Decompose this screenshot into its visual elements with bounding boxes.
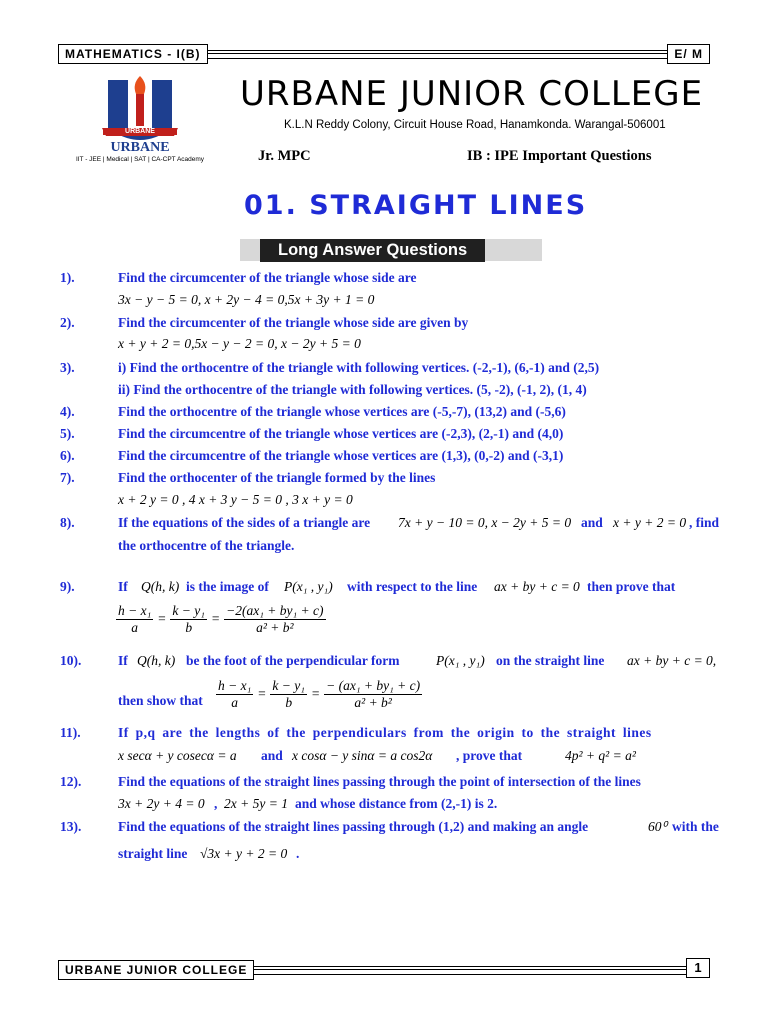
- page-number: 1: [686, 958, 710, 978]
- question-text: Find the circumcentre of the triangle whose vertices are (1,3), (0,-2) and (-3,1): [118, 448, 564, 463]
- question-text: Find the circumcenter of the triangle whose side are: [118, 270, 417, 285]
- fraction: $\frac{\text{k − y₁}}{b}$: [272, 678, 305, 710]
- medium-label: E/ M: [667, 44, 710, 64]
- question-math: ax + by + c = 0,: [627, 653, 717, 668]
- question-math: √3x + y + 2 = 0: [200, 846, 288, 861]
- question-text: Find the equations of the straight lines passing through the point of intersection of the lines: [118, 774, 641, 789]
- question-number: 10).: [60, 653, 82, 668]
- fraction: $\frac{\text{h − x₁}}{a}$: [118, 603, 152, 635]
- question-text: straight line: [118, 846, 188, 861]
- question-text: .: [296, 846, 300, 861]
- question-text: then show that: [118, 693, 203, 708]
- fraction: $\frac{\text{− (ax₁ + by₁ + c)}}{\text{a² + b²}}$: [326, 678, 421, 710]
- question-text: Find the circumcenter of the triangle whose side are given by: [118, 315, 469, 330]
- question-math: x + y + 2 = 0,5x − y − 2 = 0, x − 2y + 5 = 0: [118, 336, 361, 351]
- question-math: 7x + y − 10 = 0, x − 2y + 5 = 0: [398, 515, 572, 530]
- question-math: ax + by + c = 0: [494, 579, 580, 594]
- question-number: 11).: [60, 725, 81, 740]
- question-number: 8).: [60, 515, 75, 530]
- question-text: Find the circumcentre of the triangle whose vertices are (-2,3), (2,-1) and (4,0): [118, 426, 564, 441]
- question-text: with respect to the line: [347, 579, 478, 594]
- question-text: Find the orthocenter of the triangle formed by the lines: [118, 470, 436, 485]
- question-equation: $\frac{\text{h − x₁}}{a}$ = $\frac{\text{k − y₁}}{b}$ = $\frac{\text{− (ax₁ + by₁ + c)}}{\text{a² + b²}}$: [218, 678, 421, 710]
- question-number: 4).: [60, 404, 75, 419]
- question-text-part2: the orthocentre of the triangle.: [118, 538, 295, 553]
- question-math: P(x₁ , y₁): [436, 653, 485, 668]
- logo-tagline: IIT - JEE | Medical | SAT | CA-CPT Academy: [75, 156, 205, 163]
- question-text: Find the equations of the straight lines passing through (1,2) and making an angle: [118, 819, 589, 834]
- question-text: is the image of: [186, 579, 269, 594]
- question-text-part2: ii) Find the orthocentre of the triangle with following vertices. (5, -2), (-1, 2), (1, 4): [118, 382, 587, 397]
- section-label-band: [240, 239, 542, 261]
- question-text: If p,q are the lengths of the perpendiculars from the origin to the straight lines: [118, 725, 652, 740]
- topic-title: 01. STRAIGHT LINES: [244, 190, 588, 221]
- question-text: then prove that: [587, 579, 676, 594]
- question-text: with the: [672, 819, 719, 834]
- question-text-mid: and: [581, 515, 603, 530]
- question-math: 4p² + q² = a²: [565, 748, 636, 763]
- question-math: x + 2 y = 0 , 4 x + 3 y − 5 = 0 , 3 x + y = 0: [118, 492, 353, 507]
- question-equation: $\frac{\text{h − x₁}}{a}$ = $\frac{\text{k − y₁}}{b}$ = $\frac{\text{−2(ax₁ + by₁ + c)}}{\text{a² + b²}}$: [118, 603, 324, 635]
- question-text: If the equations of the sides of a triangle are: [118, 515, 371, 530]
- logo-banner: URBANE: [103, 128, 177, 135]
- footer-college: URBANE JUNIOR COLLEGE: [58, 960, 254, 980]
- fraction: $\frac{\text{−2(ax₁ + by₁ + c)}}{\text{a² + b²}}$: [226, 603, 324, 635]
- question-math: x cosα − y sinα = a cos2α: [292, 748, 433, 763]
- question-number: 2).: [60, 315, 75, 330]
- question-math-2: x + y + 2 = 0: [613, 515, 687, 530]
- question-text: , prove that: [456, 748, 523, 763]
- question-math: 2x + 5y = 1: [224, 796, 288, 811]
- fraction: $\frac{\text{k − y₁}}{b}$: [172, 603, 205, 635]
- question-text: and whose distance from (2,-1) is 2.: [295, 796, 498, 811]
- question-math: x secα + y cosecα = a: [118, 748, 237, 763]
- question-text: i) Find the orthocentre of the triangle with following vertices. (-2,-1), (6,-1) and (2,5): [118, 360, 600, 375]
- question-math: Q(h, k): [137, 653, 176, 668]
- question-number: 12).: [60, 774, 82, 789]
- question-text: ,: [214, 796, 218, 811]
- question-text: be the foot of the perpendicular form: [186, 653, 400, 668]
- question-math: 3x + 2y + 4 = 0: [118, 796, 205, 811]
- question-text: Find the orthocentre of the triangle whose vertices are (-5,-7), (13,2) and (-5,6): [118, 404, 566, 419]
- question-text: on the straight line: [496, 653, 605, 668]
- fraction: $\frac{\text{h − x₁}}{a}$: [218, 678, 252, 710]
- question-number: 1).: [60, 270, 75, 285]
- question-number: 5).: [60, 426, 75, 441]
- college-address: K.L.N Reddy Colony, Circuit House Road, Hanamkonda. Warangal-506001: [284, 119, 666, 131]
- question-number: 13).: [60, 819, 82, 834]
- question-math: P(x₁ , y₁): [284, 579, 333, 594]
- section-label: Long Answer Questions: [260, 239, 485, 262]
- college-title: URBANE JUNIOR COLLEGE: [240, 74, 704, 114]
- question-number: 3).: [60, 360, 75, 375]
- question-number: 6).: [60, 448, 75, 463]
- class-label: Jr. MPC: [258, 148, 311, 164]
- question-text: and: [261, 748, 283, 763]
- question-text-end: , find: [689, 515, 720, 530]
- question-math: 60⁰: [648, 819, 667, 834]
- logo-text: URBANE: [110, 140, 170, 155]
- paper-label: IB : IPE Important Questions: [467, 148, 652, 164]
- question-text: If: [118, 653, 128, 668]
- subject-label: MATHEMATICS - I(B): [58, 44, 208, 64]
- question-text: If: [118, 579, 128, 594]
- question-number: 9).: [60, 579, 75, 594]
- question-math: Q(h, k): [141, 579, 180, 594]
- question-number: 7).: [60, 470, 75, 485]
- question-math: 3x − y − 5 = 0, x + 2y − 4 = 0,5x + 3y + 1 = 0: [118, 292, 375, 307]
